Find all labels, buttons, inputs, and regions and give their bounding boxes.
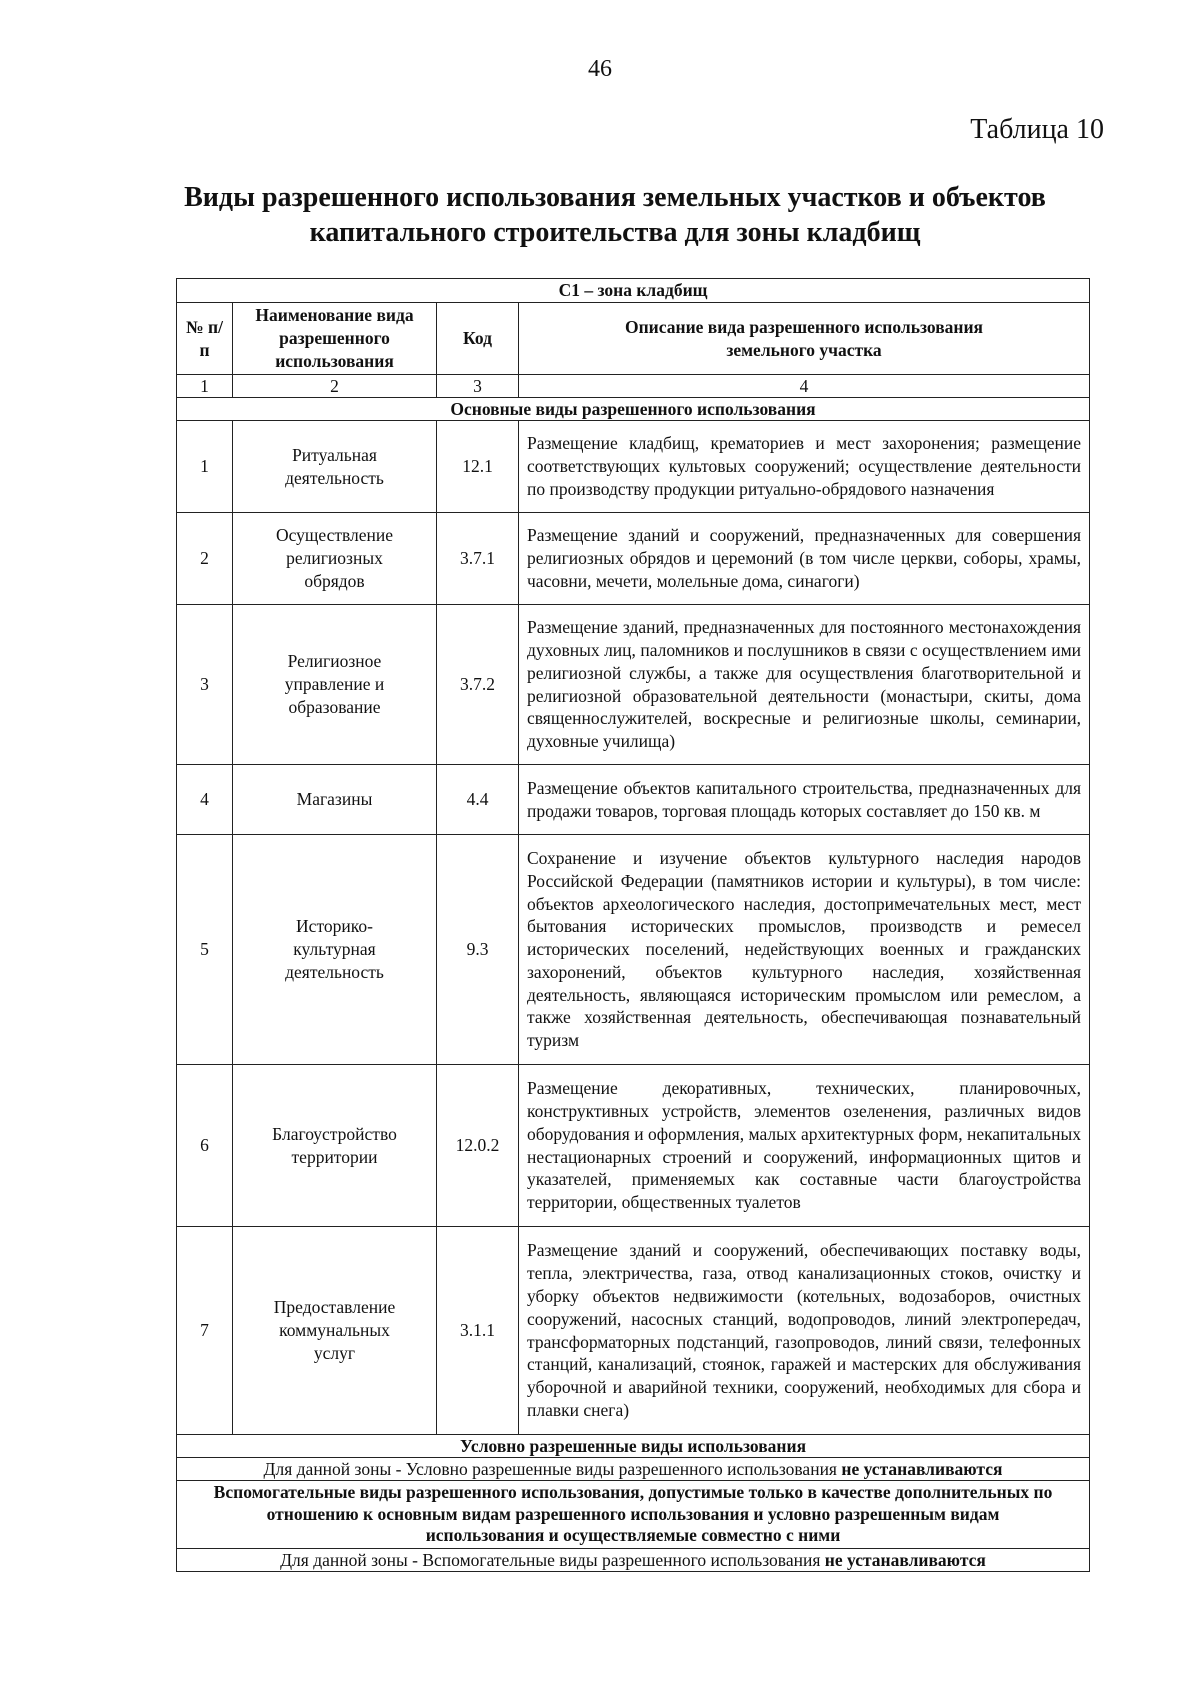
section-row-auxiliary [177,1481,1090,1549]
section-title-main: Основные виды разрешенного использования [177,398,1090,421]
conditional-note-row [177,1458,1090,1481]
row-desc: Размещение зданий и сооружений, обеспечивающих поставку воды, тепла, электричества, газа, отвод канализационных стоков, очистку и уборку объектов недвижимости (котельных, водозаборов, очистных сооружений, насосных станций, водопроводов, линий электропередач, трансформаторных подстанций, газопроводов, линий связи, телефонных станций, канализаций, стоянок, гаражей и мастерских для обслуживания уборочной и аварийной техники, сооружений, необходимых для сбора и плавки снега) [519,1227,1090,1435]
land-use-table [176,278,1090,1572]
column-number: 4 [519,375,1090,398]
header-desc: Описание вида разрешенного использования земельного участка [519,303,1090,375]
header-num: № п/п [177,303,233,375]
title-line-1: Виды разрешенного использования земельных участков и объектов [184,182,1046,213]
table-row [177,1065,1090,1227]
column-number: 1 [177,375,233,398]
row-name: Осуществление религиозных обрядов [233,513,437,605]
row-code: 12.1 [437,421,519,513]
header-name: Наименование вида разрешенного использования [233,303,437,375]
row-num: 7 [177,1227,233,1435]
table-row [177,835,1090,1065]
row-code: 3.7.2 [437,605,519,765]
auxiliary-note-row [177,1549,1090,1572]
row-num: 2 [177,513,233,605]
column-header-row [177,303,1090,375]
zone-title: С1 – зона кладбищ [177,279,1090,303]
row-num: 4 [177,765,233,835]
row-desc: Размещение кладбищ, крематориев и мест захоронения; размещение соответствующих культовых сооружений; осуществление деятельности по производству продукции ритуально-обрядового назначения [519,421,1090,513]
row-code: 3.1.1 [437,1227,519,1435]
auxiliary-note [177,1549,1090,1572]
row-name: Ритуальная деятельность [233,421,437,513]
row-code: 9.3 [437,835,519,1065]
row-name: Магазины [233,765,437,835]
row-name: Историко-культурная деятельность [233,835,437,1065]
zone-header-row [177,279,1090,303]
auxiliary-note-bold: не устанавливаются [824,1550,986,1570]
title-line-2: капитального строительства для зоны кладбищ [309,217,921,248]
conditional-note [177,1458,1090,1481]
row-name: Предоставление коммунальных услуг [233,1227,437,1435]
row-desc: Размещение зданий, предназначенных для постоянного местонахождения духовных лиц, паломников и послушников в связи с осуществлением ими религиозной службы, а также для осуществления благотворительной и религиозной образовательной деятельности (монастыри, скиты, дома священнослужителей, воскресные и религиозные школы, семинарии, духовные училища) [519,605,1090,765]
page-number: 46 [588,56,612,82]
row-desc: Сохранение и изучение объектов культурного наследия народов Российской Федерации (памятников истории и культуры), в том числе: объектов археологического наследия, достопримечательных мест, мест бытования исторических промыслов, производств и ремесел исторических поселений, недействующих военных и гражданских захоронений, объектов культурного наследия, хозяйственная деятельность, являющаяся историческим промыслом или ремеслом, а также хозяйственная деятельность, обеспечивающая познавательный туризм [519,835,1090,1065]
column-number: 2 [233,375,437,398]
conditional-note-text: Для данной зоны - Условно разрешенные виды разрешенного использования [263,1459,842,1479]
table-row [177,765,1090,835]
row-name: Религиозное управление и образование [233,605,437,765]
section-row-main [177,398,1090,421]
document-title [150,180,1080,250]
row-desc: Размещение объектов капитального строительства, предназначенных для продажи товаров, торговая площадь которых составляет до 150 кв. м [519,765,1090,835]
auxiliary-note-text: Для данной зоны - Вспомогательные виды разрешенного использования [280,1550,825,1570]
row-num: 6 [177,1065,233,1227]
column-number-row [177,375,1090,398]
row-desc: Размещение зданий и сооружений, предназначенных для совершения религиозных обрядов и церемоний (в том числе церкви, соборы, храмы, часовни, мечети, молельные дома, синагоги) [519,513,1090,605]
row-code: 12.0.2 [437,1065,519,1227]
conditional-note-bold: не устанавливаются [841,1459,1003,1479]
row-code: 4.4 [437,765,519,835]
table-row [177,605,1090,765]
table-row [177,513,1090,605]
row-desc: Размещение декоративных, технических, планировочных, конструктивных устройств, элементов озеленения, различных видов оборудования и оформления, малых архитектурных форм, некапитальных нестационарных строений и сооружений, информационных щитов и указателей, применяемых как составные части благоустройства территории, общественных туалетов [519,1065,1090,1227]
row-name: Благоустройство территории [233,1065,437,1227]
table-row [177,421,1090,513]
section-title-conditional: Условно разрешенные виды использования [177,1435,1090,1458]
row-num: 3 [177,605,233,765]
table-caption: Таблица 10 [970,114,1104,145]
row-code: 3.7.1 [437,513,519,605]
header-code: Код [437,303,519,375]
table-row [177,1227,1090,1435]
row-num: 5 [177,835,233,1065]
section-row-conditional [177,1435,1090,1458]
row-num: 1 [177,421,233,513]
column-number: 3 [437,375,519,398]
section-title-auxiliary: Вспомогательные виды разрешенного использования, допустимые только в качестве дополнительных по отношению к основным видам разрешенного использования и условно разрешенным видам использования и осуществляемые совместно с ними [177,1481,1090,1549]
